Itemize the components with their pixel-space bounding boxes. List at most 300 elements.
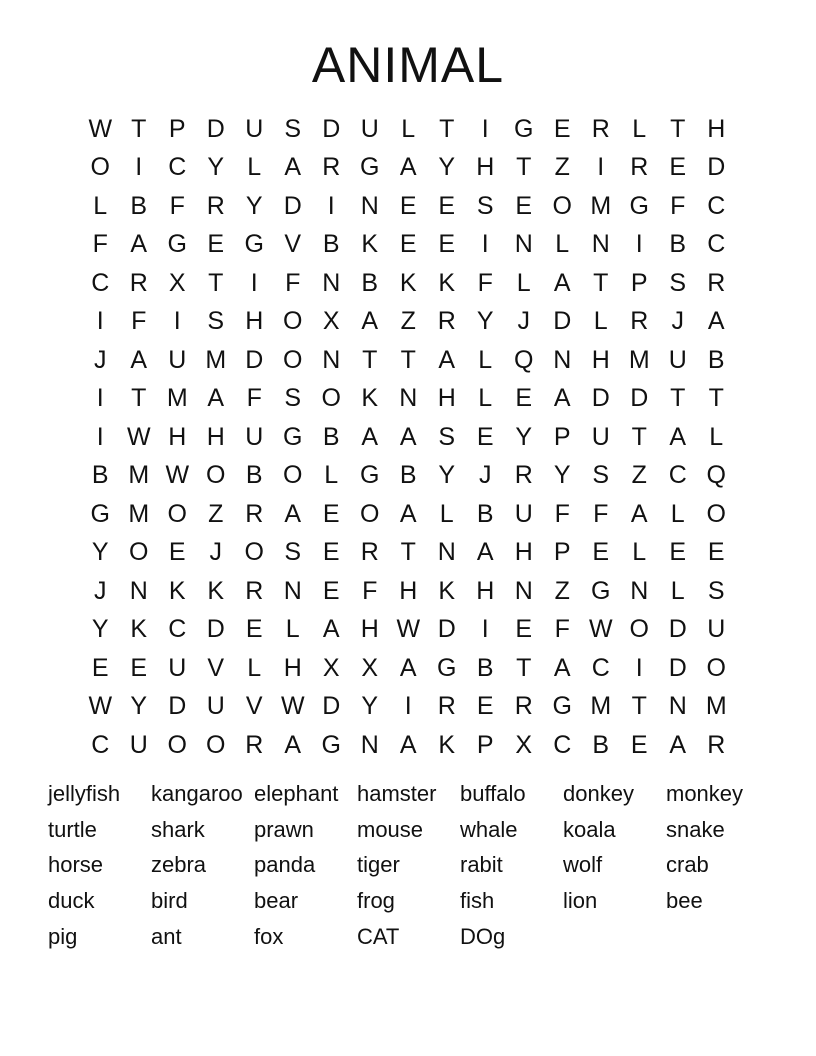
grid-letter: W [280,692,305,721]
grid-letter: M [705,692,727,721]
grid-letter: A [322,615,340,644]
grid-letter: C [91,730,110,759]
grid-letter: E [130,653,148,682]
word-list-item: bear [254,888,299,914]
grid-letter: Y [361,692,379,721]
grid-letter: O [129,538,149,567]
grid-letter: Z [631,461,647,490]
grid-letter: E [399,230,417,259]
grid-letter: T [208,268,224,297]
grid-letter: V [284,230,302,259]
grid-letter: L [632,114,647,143]
grid-letter: T [131,114,147,143]
grid-letter: G [90,499,110,528]
grid-letter: B [322,422,340,451]
grid-letter: S [284,384,302,413]
grid-letter: I [597,153,605,182]
grid-letter: T [400,345,416,374]
grid-letter: X [361,653,379,682]
grid-letter: G [283,422,303,451]
grid-letter: I [327,191,335,220]
grid-letter: S [669,268,687,297]
grid-letter: R [322,153,341,182]
grid-letter: L [324,461,339,490]
grid-letter: K [438,268,456,297]
word-list-item: fox [254,924,284,950]
grid-letter: E [669,538,687,567]
grid-letter: L [401,114,416,143]
grid-row [81,264,736,303]
grid-letter: T [670,114,686,143]
grid-letter: G [167,230,187,259]
word-list-item: mouse [357,816,424,842]
grid-letter: N [591,230,610,259]
grid-letter: D [322,114,341,143]
word-list-item: tiger [357,852,400,878]
word-list-item: whale [460,816,518,842]
grid-letter: K [168,576,186,605]
grid-letter: H [245,307,264,336]
grid-letter: Y [207,153,225,182]
grid-letter: F [477,268,493,297]
grid-letter: T [131,384,147,413]
grid-letter: P [168,114,186,143]
grid-letter: M [628,345,650,374]
grid-letter: G [360,461,380,490]
grid-letter: W [88,114,113,143]
grid-letter: U [206,692,225,721]
grid-letter: R [437,692,456,721]
word-list-item: DOg [460,924,506,950]
grid-row [81,303,736,342]
grid-letter: H [476,576,495,605]
grid-letter: U [360,114,379,143]
grid-letter: W [88,692,113,721]
grid-letter: A [399,499,417,528]
grid-letter: N [322,268,341,297]
grid-letter: M [128,461,150,490]
grid-letter: E [515,615,533,644]
puzzle-title: ANIMAL [311,37,505,93]
grid-letter: T [631,422,647,451]
grid-letter: X [322,653,340,682]
grid-letter: E [476,422,494,451]
grid-row [81,726,736,765]
grid-row [81,495,736,534]
grid-letter: C [168,153,187,182]
grid-letter: A [476,538,494,567]
grid-letter: N [399,384,418,413]
word-list-item: frog [357,888,395,914]
grid-letter: E [399,191,417,220]
grid-letter: D [437,615,456,644]
grid-letter: F [593,499,609,528]
grid-letter: G [437,653,457,682]
grid-letter: J [479,461,492,490]
grid-letter: L [709,422,724,451]
grid-letter: G [514,114,534,143]
word-list-item: crab [666,852,709,878]
grid-letter: O [706,653,726,682]
grid-letter: A [361,422,379,451]
word-list-item: snake [666,816,725,842]
grid-letter: L [247,653,262,682]
grid-letter: E [592,538,610,567]
grid-letter: H [514,538,533,567]
grid-letter: R [630,307,649,336]
grid-letter: E [207,230,225,259]
grid-letter: B [399,461,417,490]
grid-letter: Q [514,345,534,374]
word-list-item: prawn [254,816,314,842]
grid-letter: N [360,191,379,220]
grid-letter: H [591,345,610,374]
grid-letter: R [129,268,148,297]
word-list-item: donkey [563,780,634,806]
grid-letter: R [360,538,379,567]
grid-letter: Y [91,615,109,644]
grid-letter: S [707,576,725,605]
grid-letter: I [404,692,412,721]
grid-letter: E [438,191,456,220]
word-list-item: rabit [460,852,503,878]
grid-letter: K [399,268,417,297]
grid-letter: R [707,730,726,759]
grid-letter: Y [91,538,109,567]
grid-letter: L [670,576,685,605]
grid-letter: I [250,268,258,297]
grid-letter: Y [438,461,456,490]
grid-letter: A [130,230,148,259]
grid-letter: T [708,384,724,413]
word-list [48,776,778,955]
grid-letter: I [481,230,489,259]
grid-letter: N [668,692,687,721]
grid-letter: T [516,153,532,182]
grid-letter: K [130,615,148,644]
grid-letter: F [285,268,301,297]
grid-letter: I [481,114,489,143]
grid-letter: U [168,653,187,682]
grid-letter: E [91,653,109,682]
grid-letter: O [90,153,110,182]
grid-letter: F [670,191,686,220]
grid-letter: W [588,615,613,644]
word-list-item: lion [563,888,598,914]
grid-letter: E [476,692,494,721]
grid-letter: B [322,230,340,259]
grid-letter: Y [515,422,533,451]
word-list-item: duck [48,888,95,914]
grid-letter: E [630,730,648,759]
grid-row [81,418,736,457]
grid-letter: F [554,499,570,528]
word-list-item: ant [151,924,182,950]
grid-letter: O [283,307,303,336]
grid-letter: R [514,692,533,721]
grid-letter: D [668,653,687,682]
grid-letter: A [669,730,687,759]
grid-letter: P [476,730,494,759]
grid-letter: A [284,730,302,759]
grid-letter: F [169,191,185,220]
grid-letter: O [167,499,187,528]
word-list-item: koala [563,816,616,842]
grid-letter: K [361,230,379,259]
grid-letter: D [591,384,610,413]
grid-letter: W [396,615,421,644]
grid-letter: K [438,576,456,605]
grid-letter: T [631,692,647,721]
grid-letter: I [96,384,104,413]
grid-letter: F [92,230,108,259]
grid-letter: Z [554,576,570,605]
grid-letter: H [168,422,187,451]
grid-letter: M [166,384,188,413]
grid-letter: G [552,692,572,721]
word-list-item: horse [48,852,104,878]
grid-letter: M [205,345,227,374]
grid-letter: L [247,153,262,182]
grid-letter: U [245,422,264,451]
grid-row [81,187,736,226]
grid-letter: T [670,384,686,413]
grid-letter: B [669,230,687,259]
grid-letter: U [514,499,533,528]
grid-letter: T [439,114,455,143]
grid-letter: Y [476,307,494,336]
word-list-item: pig [48,924,78,950]
grid-letter: W [165,461,190,490]
grid-letter: V [245,692,263,721]
grid-letter: B [361,268,379,297]
grid-letter: O [244,538,264,567]
grid-letter: C [591,653,610,682]
grid-letter: M [590,191,612,220]
grid-letter: H [206,422,225,451]
grid-letter: O [360,499,380,528]
grid-letter: D [245,345,264,374]
grid-letter: S [284,538,302,567]
grid-letter: E [553,114,571,143]
grid-letter: A [399,730,417,759]
grid-letter: M [590,692,612,721]
grid-letter: D [168,692,187,721]
grid-letter: Q [706,461,726,490]
grid-letter: A [284,499,302,528]
word-list-item: panda [254,852,316,878]
grid-letter: E [322,576,340,605]
grid-letter: T [516,653,532,682]
grid-letter: P [630,268,648,297]
grid-letter: S [207,307,225,336]
word-list-item: buffalo [460,780,526,806]
grid-letter: T [593,268,609,297]
grid-letter: O [206,730,226,759]
grid-row [81,688,736,727]
grid-letter: E [707,538,725,567]
grid-letter: S [284,114,302,143]
grid-letter: T [400,538,416,567]
grid-letter: C [91,268,110,297]
grid-letter: R [206,191,225,220]
grid-letter: I [173,307,181,336]
grid-row [81,534,736,573]
grid-letter: O [283,345,303,374]
grid-letter: K [361,384,379,413]
grid-letter: U [668,345,687,374]
grid-letter: U [129,730,148,759]
grid-letter: N [360,730,379,759]
grid-letter: C [707,230,726,259]
grid-letter: S [438,422,456,451]
grid-letter: A [130,345,148,374]
grid-letter: Y [438,153,456,182]
grid-letter: L [478,345,493,374]
grid-letter: D [283,191,302,220]
grid-letter: I [135,153,143,182]
grid-letter: E [168,538,186,567]
grid-letter: E [515,191,533,220]
grid-row [81,649,736,688]
grid-letter: L [632,538,647,567]
grid-letter: X [168,268,186,297]
grid-letter: Y [245,191,263,220]
grid-letter: L [439,499,454,528]
grid-letter: X [322,307,340,336]
grid-letter: I [635,230,643,259]
grid-letter: D [707,153,726,182]
grid-letter: V [207,653,225,682]
grid-letter: A [707,307,725,336]
grid-letter: D [668,615,687,644]
grid-letter: U [591,422,610,451]
grid-letter: G [360,153,380,182]
grid-letter: R [245,730,264,759]
grid-letter: I [96,422,104,451]
grid-row [81,226,736,265]
grid-letter: O [629,615,649,644]
grid-letter: D [206,615,225,644]
grid-letter: H [476,153,495,182]
grid-letter: N [514,576,533,605]
grid-letter: E [669,153,687,182]
grid-letter: I [635,653,643,682]
grid-letter: R [630,153,649,182]
grid-letter: L [516,268,531,297]
grid-letter: R [245,576,264,605]
grid-letter: X [515,730,533,759]
grid-letter: B [245,461,263,490]
word-list-item: CAT [357,924,400,950]
grid-letter: T [362,345,378,374]
grid-letter: G [629,191,649,220]
grid-letter: H [283,653,302,682]
grid-letter: P [553,422,571,451]
grid-letter: Z [208,499,224,528]
grid-row [81,572,736,611]
grid-row [81,457,736,496]
grid-letter: N [437,538,456,567]
word-list-item: bee [666,888,703,914]
grid-letter: D [553,307,572,336]
grid-letter: O [167,730,187,759]
word-list-item: hamster [357,780,437,806]
grid-row [81,611,736,650]
grid-letter: S [592,461,610,490]
grid-letter: J [94,345,107,374]
word-list-item: zebra [151,852,207,878]
grid-letter: Y [553,461,571,490]
word-list-item: turtle [48,816,97,842]
grid-letter: F [362,576,378,605]
grid-letter: Z [554,153,570,182]
grid-letter: D [322,692,341,721]
grid-letter: K [438,730,456,759]
grid-letter: J [94,576,107,605]
grid-letter: O [283,461,303,490]
word-list-item: elephant [254,780,339,806]
grid-letter: A [399,653,417,682]
grid-letter: L [670,499,685,528]
grid-letter: J [517,307,530,336]
grid-letter: O [706,499,726,528]
grid-letter: W [126,422,151,451]
grid-letter: A [553,268,571,297]
grid-row [81,380,736,419]
word-list-item: fish [460,888,495,914]
grid-letter: R [437,307,456,336]
grid-letter: B [130,191,148,220]
grid-letter: E [438,230,456,259]
grid-letter: A [630,499,648,528]
grid-letter: G [591,576,611,605]
grid-letter: L [285,615,300,644]
grid-letter: B [707,345,725,374]
grid-letter: O [552,191,572,220]
grid-letter: A [669,422,687,451]
grid-letter: Z [400,307,416,336]
grid-letter: A [284,153,302,182]
grid-letter: U [168,345,187,374]
grid-letter: N [129,576,148,605]
word-list-item: shark [151,816,205,842]
grid-letter: K [207,576,225,605]
grid-letter: C [707,191,726,220]
grid-letter: B [91,461,109,490]
grid-letter: Y [130,692,148,721]
grid-letter: F [246,384,262,413]
grid-letter: C [668,461,687,490]
grid-letter: U [707,615,726,644]
grid-letter: B [476,653,494,682]
grid-letter: N [630,576,649,605]
grid-letter: R [707,268,726,297]
grid-letter: E [515,384,533,413]
grid-letter: H [360,615,379,644]
grid-letter: H [399,576,418,605]
grid-letter: A [438,345,456,374]
grid-letter: L [593,307,608,336]
grid-letter: N [322,345,341,374]
grid-letter: R [514,461,533,490]
grid-letter: I [96,307,104,336]
grid-letter: A [207,384,225,413]
grid-letter: J [671,307,684,336]
grid-letter: D [206,114,225,143]
grid-letter: G [321,730,341,759]
grid-letter: N [553,345,572,374]
